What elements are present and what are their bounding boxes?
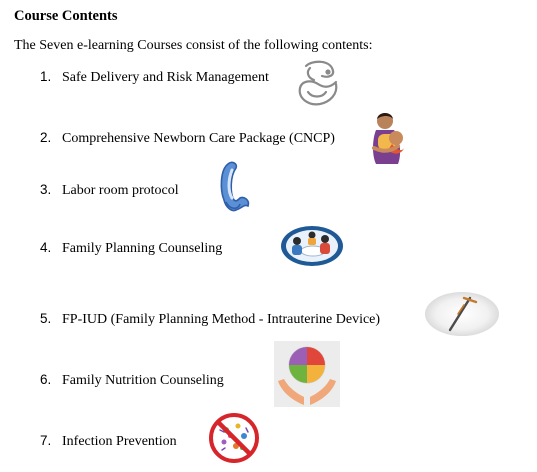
mother-holding-baby-icon bbox=[368, 108, 408, 166]
course-item bbox=[40, 372, 224, 389]
nutrition-plate-hands-icon bbox=[274, 341, 340, 407]
item-label: Safe Delivery and Risk Management bbox=[62, 70, 269, 85]
item-number: 2. bbox=[40, 130, 52, 145]
item-label: Labor room protocol bbox=[62, 183, 179, 198]
course-item bbox=[40, 240, 222, 257]
item-number: 6. bbox=[40, 372, 52, 387]
course-item bbox=[40, 433, 177, 450]
item-label: Family Nutrition Counseling bbox=[62, 373, 224, 388]
intro-text: The Seven e-learning Courses consist of the following contents: bbox=[14, 38, 373, 53]
course-item bbox=[40, 69, 269, 86]
item-label: Family Planning Counseling bbox=[62, 241, 223, 256]
course-item bbox=[40, 130, 335, 147]
item-label: Comprehensive Newborn Care Package (CNCP) bbox=[62, 131, 335, 146]
counseling-meeting-icon bbox=[279, 224, 345, 268]
iud-device-icon bbox=[424, 290, 500, 338]
item-number: 5. bbox=[40, 311, 52, 326]
course-item bbox=[40, 311, 380, 328]
course-item bbox=[40, 182, 179, 199]
item-label: FP-IUD (Family Planning Method - Intrauterine Device) bbox=[62, 312, 381, 327]
uterus-icon bbox=[218, 160, 252, 214]
item-number: 4. bbox=[40, 240, 52, 255]
item-label: Infection Prevention bbox=[62, 434, 177, 449]
no-germs-icon bbox=[208, 412, 260, 464]
mother-baby-outline-icon bbox=[292, 58, 344, 110]
page-title: Course Contents bbox=[14, 8, 118, 24]
item-number: 3. bbox=[40, 182, 52, 197]
item-number: 7. bbox=[40, 433, 52, 448]
item-number: 1. bbox=[40, 69, 52, 84]
